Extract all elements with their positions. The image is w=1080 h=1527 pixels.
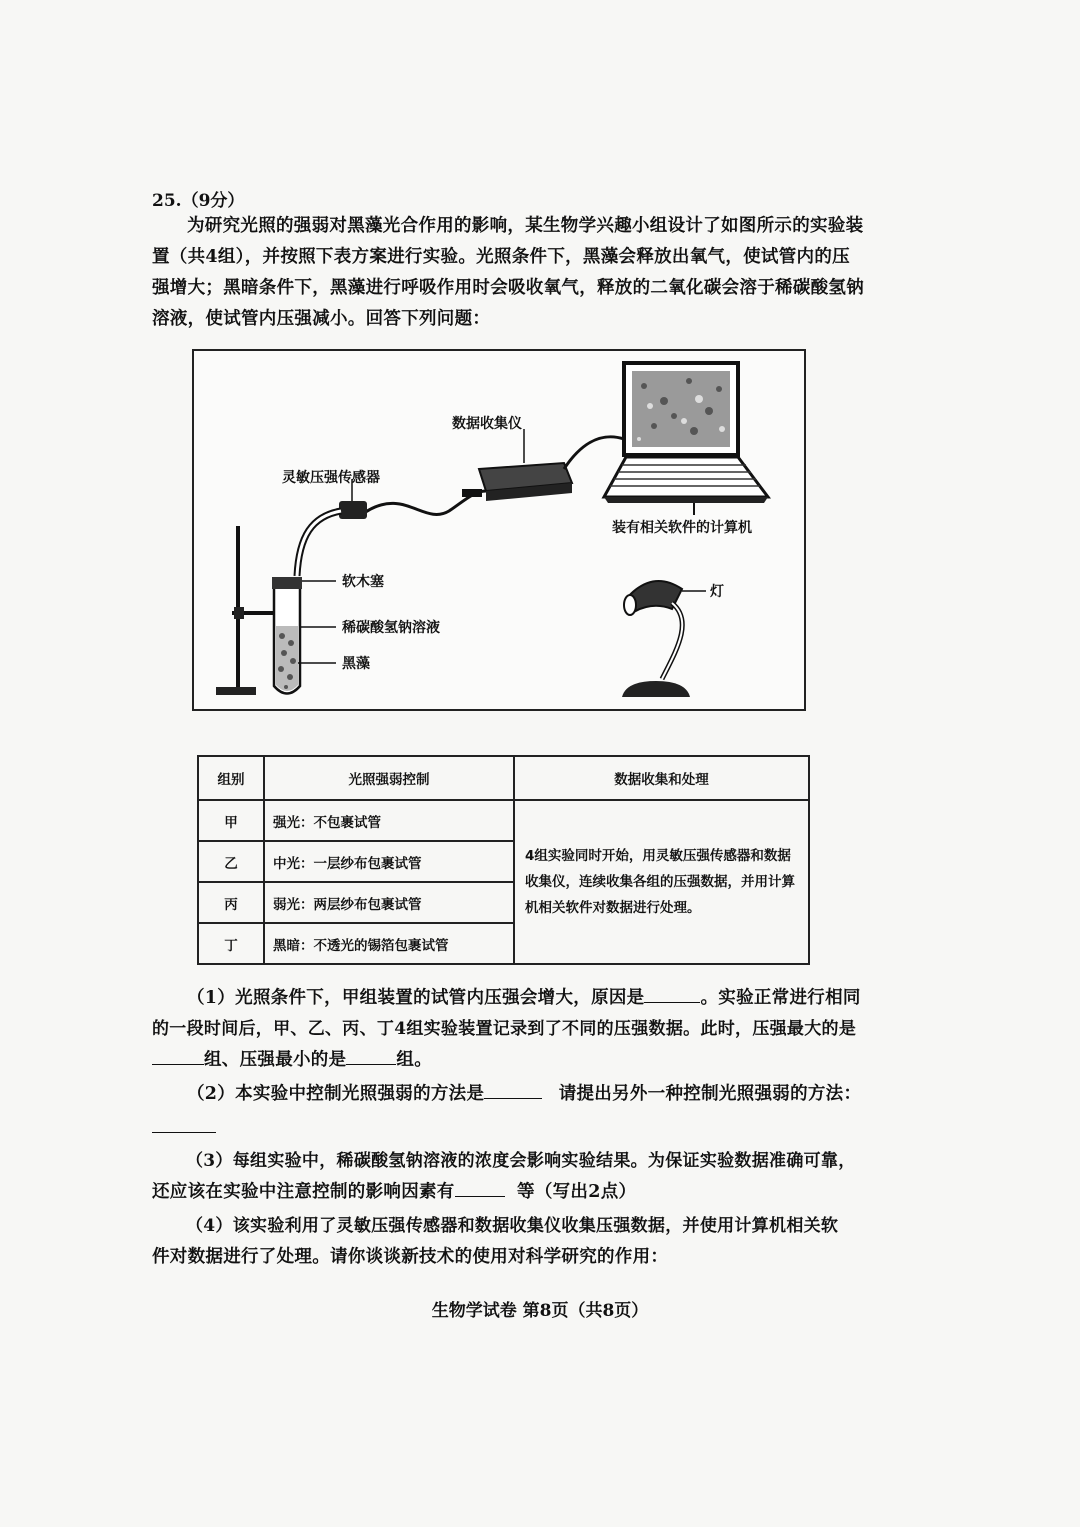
q1-text: 的一段时间后，甲、乙、丙、丁4组实验装置记录到了不同的压强数据。此时，压强最大的是 <box>152 1019 857 1039</box>
subquestion-4 <box>152 1211 864 1273</box>
page-footer: 生物学试卷 第8页（共8页） <box>431 1301 649 1321</box>
question-intro <box>152 211 864 335</box>
table-header: 光照强弱控制 <box>264 756 514 800</box>
q1-text: 。实验正常进行相同 <box>700 988 861 1008</box>
data-collector-icon <box>479 429 572 501</box>
group-cell: 甲 <box>198 800 264 841</box>
label-stopper: 软木塞 <box>342 574 384 590</box>
subquestion-2 <box>152 1079 864 1141</box>
group-cell: 丙 <box>198 882 264 923</box>
light-control-cell: 弱光：两层纱布包裹试管 <box>264 882 514 923</box>
ring-stand-icon <box>216 526 274 695</box>
question-number: 25.（9分） <box>152 191 245 211</box>
processing-cell: 4组实验同时开始，用灵敏压强传感器和数据收集仪，连续收集各组的压强数据，并用计算机相关软件对数据进行处理。 <box>514 800 809 964</box>
label-pressure-sensor: 灵敏压强传感器 <box>282 470 380 486</box>
intro-line: 强增大；黑暗条件下，黑藻进行呼吸作用时会吸收氧气，释放的二氧化碳会溶于稀碳酸氢钠 <box>152 278 864 298</box>
q2-text: 请提出另外一种控制光照强弱的方法： <box>558 1084 862 1104</box>
q2-text: （2）本实验中控制光照强弱的方法是 <box>187 1084 485 1104</box>
label-computer: 装有相关软件的计算机 <box>612 520 752 536</box>
table-header: 组别 <box>198 756 264 800</box>
intro-line: 为研究光照的强弱对黑藻光合作用的影响，某生物学兴趣小组设计了如图所示的实验装 <box>187 216 864 236</box>
apparatus-figure <box>192 349 806 711</box>
test-tube-icon <box>272 577 302 694</box>
experiment-table <box>197 755 810 965</box>
light-control-cell: 中光：一层纱布包裹试管 <box>264 841 514 882</box>
label-algae: 黑藻 <box>342 656 370 672</box>
light-control-cell: 黑暗：不透光的锡箔包裹试管 <box>264 923 514 964</box>
group-cell: 乙 <box>198 841 264 882</box>
intro-line: 置（共4组），并按照下表方案进行实验。光照条件下，黑藻会释放出氧气，使试管内的压 <box>152 247 850 267</box>
q3-text: 等（写出2点） <box>517 1182 637 1202</box>
label-data-collector: 数据收集仪 <box>452 416 522 432</box>
answer-blank[interactable] <box>152 1047 204 1066</box>
q1-text: （1）光照条件下，甲组装置的试管内压强会增大，原因是 <box>187 988 645 1008</box>
light-control-cell: 强光：不包裹试管 <box>264 800 514 841</box>
lamp-icon <box>622 581 706 697</box>
intro-line: 溶液，使试管内压强减小。回答下列问题： <box>152 309 491 329</box>
group-cell: 丁 <box>198 923 264 964</box>
answer-blank[interactable] <box>644 985 700 1004</box>
laptop-icon <box>604 363 768 515</box>
q1-text: 组、压强最小的是 <box>204 1050 347 1070</box>
label-solution: 稀碳酸氢钠溶液 <box>342 620 440 636</box>
q4-text: 件对数据进行了处理。请你谈谈新技术的使用对科学研究的作用： <box>152 1247 669 1267</box>
answer-blank[interactable] <box>346 1047 396 1066</box>
subquestion-3 <box>152 1146 864 1208</box>
q1-text: 组。 <box>396 1050 433 1070</box>
answer-blank[interactable] <box>152 1114 216 1133</box>
q3-text: 还应该在实验中注意控制的影响因素有 <box>152 1182 455 1202</box>
table-header-row <box>198 756 809 800</box>
label-lamp: 灯 <box>710 584 724 600</box>
answer-blank[interactable] <box>455 1179 505 1198</box>
answer-blank[interactable] <box>484 1081 542 1100</box>
q3-text: （3）每组实验中，稀碳酸氢钠溶液的浓度会影响实验结果。为保证实验数据准确可靠， <box>186 1151 856 1171</box>
q4-text: （4）该实验利用了灵敏压强传感器和数据收集仪收集压强数据，并使用计算机相关软 <box>186 1216 839 1236</box>
table-row <box>198 800 809 841</box>
subquestion-1 <box>152 983 864 1076</box>
table-header: 数据收集和处理 <box>514 756 809 800</box>
